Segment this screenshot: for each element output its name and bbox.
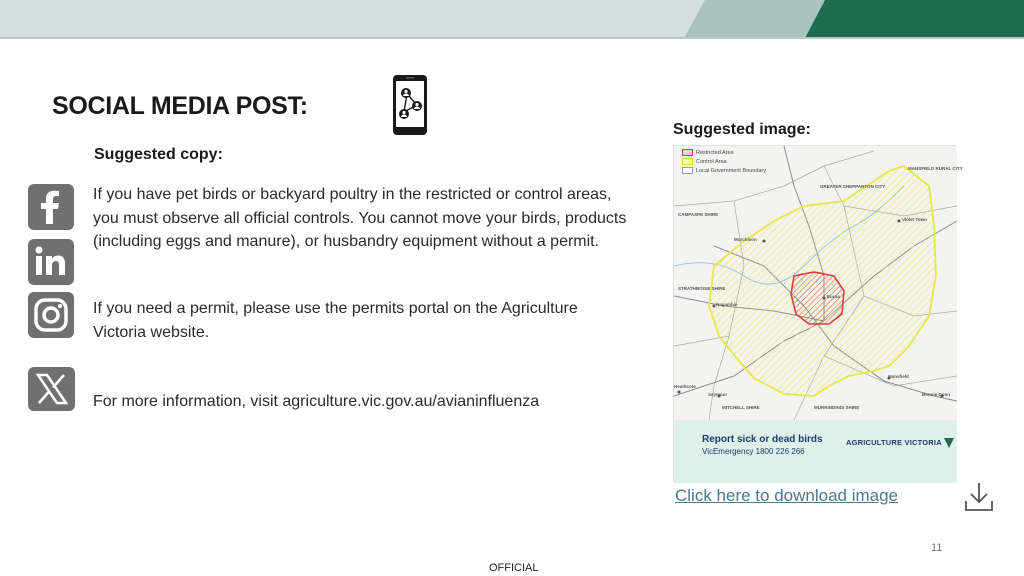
victoria-triangle-icon bbox=[944, 438, 954, 448]
x-icon[interactable] bbox=[28, 367, 75, 411]
agriculture-victoria-logo: AGRICULTURE VICTORIA bbox=[846, 438, 954, 448]
map-label: CAMPASPE SHIRE bbox=[678, 212, 719, 217]
map-drawing bbox=[674, 146, 957, 420]
map-label: MITCHELL SHIRE bbox=[722, 405, 760, 410]
linkedin-icon[interactable] bbox=[28, 239, 74, 285]
report-phone: VicEmergency 1800 226 266 bbox=[702, 447, 805, 456]
copy-paragraph-more-info: For more information, visit agriculture.vic.gov.au/avianinfluenza bbox=[93, 393, 540, 410]
classification-label: OFFICIAL bbox=[489, 562, 539, 574]
map-label: MURRINDINDI SHIRE bbox=[814, 405, 860, 410]
page-title: SOCIAL MEDIA POST: bbox=[52, 92, 308, 120]
map-label: Seymour bbox=[708, 392, 728, 397]
copy-paragraph-permit-controls: If you have pet birds or backyard poultry in the restricted or control areas, you must observe all official controls. You cannot move your birds, products (including eggs and manure), or husbandry equipment without a permit. bbox=[93, 186, 627, 250]
map-label: STRATHBOGIE SHIRE bbox=[678, 286, 726, 291]
suggested-image-label: Suggested image: bbox=[673, 121, 811, 138]
map-label: Violet Town bbox=[902, 217, 927, 222]
map-label: Nagambie bbox=[716, 302, 738, 307]
suggested-image-map[interactable] bbox=[673, 145, 963, 482]
smartphone-network-icon bbox=[392, 74, 428, 141]
report-text: Report sick or dead birds bbox=[702, 434, 823, 445]
map-label: GREATER SHEPPARTON CITY bbox=[820, 184, 886, 189]
header-divider bbox=[0, 37, 1024, 39]
map-label: Murchison bbox=[734, 237, 757, 242]
facebook-icon[interactable] bbox=[28, 184, 74, 230]
map-label: Heathcote bbox=[674, 384, 696, 389]
instagram-icon[interactable] bbox=[28, 292, 74, 338]
header-band bbox=[0, 0, 1024, 38]
map-legend: Restricted Area Control Area Local Government Boundary bbox=[682, 149, 766, 176]
copy-paragraph-permits-portal: If you need a permit, please use the permits portal on the Agriculture Victoria website. bbox=[93, 300, 578, 341]
suggested-copy-label: Suggested copy: bbox=[94, 146, 223, 163]
map-footer-banner bbox=[674, 420, 957, 483]
header-accent-shapes bbox=[0, 0, 1024, 38]
map-area bbox=[674, 146, 963, 420]
map-label: Bonnie Doon bbox=[922, 392, 950, 397]
map-label: MANSFIELD RURAL CITY bbox=[908, 166, 963, 171]
page-number: 11 bbox=[931, 542, 943, 554]
map-label: Mansfield bbox=[888, 374, 909, 379]
download-image-link[interactable]: Click here to download image bbox=[675, 486, 899, 505]
map-label: Euroa bbox=[827, 294, 840, 299]
download-icon[interactable] bbox=[964, 481, 994, 518]
